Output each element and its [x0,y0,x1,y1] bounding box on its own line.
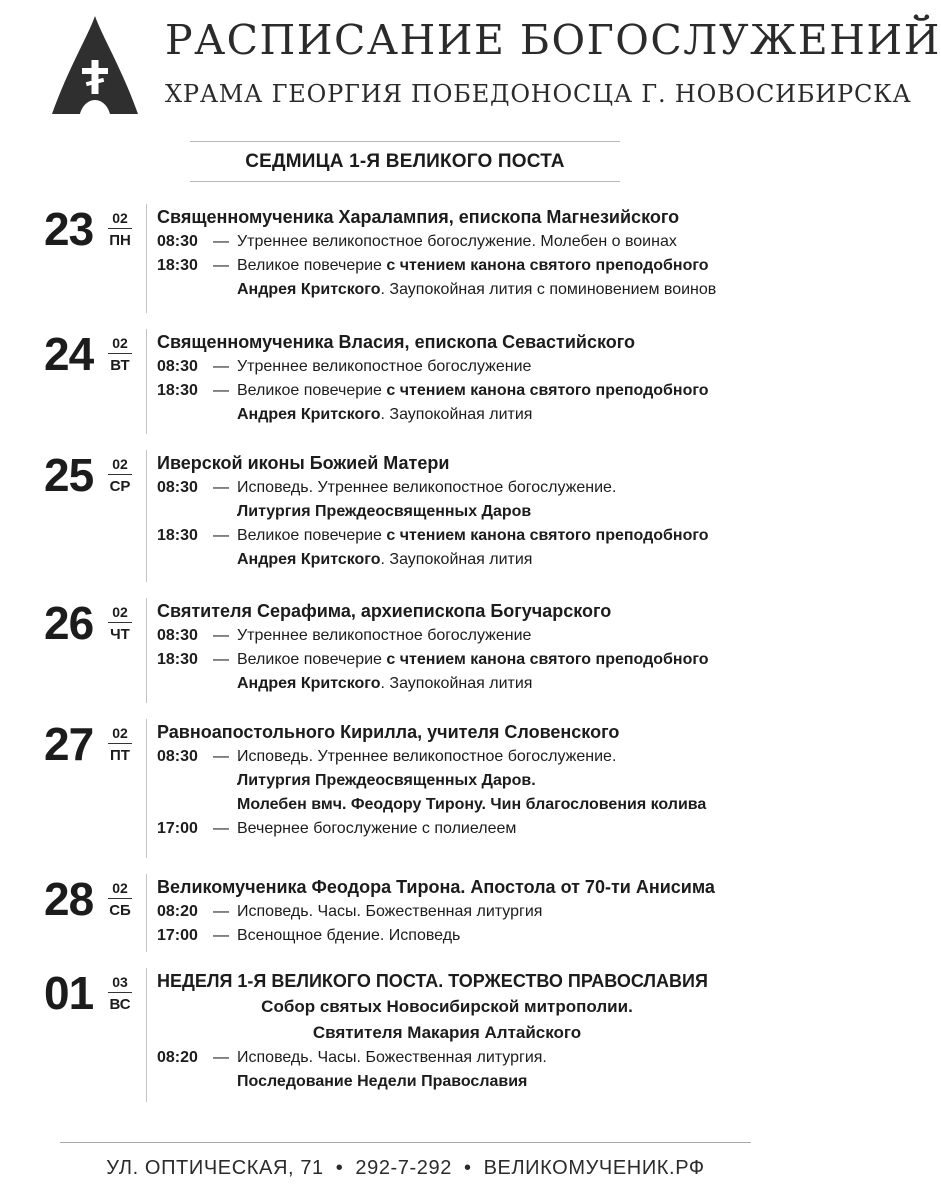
service-text: Всенощное бдение. Исповедь [237,927,461,944]
day-weekday: СБ [109,902,131,919]
service-continuation [157,548,777,572]
day-block [0,200,811,325]
day-content [157,598,777,696]
vertical-divider [146,719,147,858]
service-text: Исповедь. Часы. Божественная литургия [237,903,543,920]
service-line [157,1046,777,1070]
service-time: 08:30 [157,358,198,375]
footer-contacts [0,1150,811,1186]
dash: — [213,233,229,250]
day-content [157,719,777,841]
service-time: 08:30 [157,233,198,250]
day-content [157,204,777,302]
service-text: Исповедь. Часы. Божественная литургия. [237,1049,547,1066]
service-time: 18:30 [157,651,198,668]
website-link[interactable]: ВЕЛИКОМУЧЕНИК.РФ [483,1157,705,1179]
service-line [157,476,777,500]
separator: • [335,1157,344,1179]
separator: • [463,1157,472,1179]
day-number: 25 [44,449,94,501]
service-line [157,524,777,548]
day-weekday: ВТ [110,357,130,374]
service-text: . Заупокойная лития [380,675,533,692]
service-continuation [157,278,777,302]
date-divider [108,353,132,354]
service-text: Вечернее богослужение с полиелеем [237,820,517,837]
service-text-bold: Андрея Критского [237,406,381,423]
day-weekday: ЧТ [110,626,130,643]
service-text: . Заупокойная лития [380,406,533,423]
day-content [157,329,777,427]
day-weekday: СР [109,478,131,495]
service-line [157,924,777,948]
service-time: 18:30 [157,527,198,544]
service-text-bold: с чтением канона святого преподобного [386,257,709,274]
day-block [0,964,811,1114]
feast-title: Великомученика Феодора Тирона. Апостола от 70-ти Анисима [157,877,715,897]
dash: — [213,651,229,668]
feast-title: Равноапостольного Кирилла, учителя Словенского [157,722,620,742]
dash: — [213,358,229,375]
date-divider [108,992,132,993]
service-continuation [157,672,777,696]
service-text-bold: с чтением канона святого преподобного [386,527,709,544]
service-continuation [157,1070,777,1094]
header [0,0,941,135]
page-subtitle: ХРАМА ГЕОРГИЯ ПОБЕДОНОСЦА Г. НОВОСИБИРСКА [165,80,912,108]
service-line [157,624,777,648]
service-text-bold: Молебен вмч. Феодору Тирону. Чин благословения колива [237,796,707,813]
service-time: 08:20 [157,903,198,920]
service-time: 17:00 [157,820,198,837]
phone: 292-7-292 [355,1157,452,1179]
service-text: Великое повечерие [237,382,387,399]
date-divider [108,228,132,229]
day-month: 02 [112,335,128,351]
service-text: Утреннее великопостное богослужение [237,358,532,375]
day-number: 27 [44,718,94,770]
service-time: 08:30 [157,748,198,765]
service-text: . Заупокойная лития с поминовением воинов [380,281,717,298]
service-text: Исповедь. Утреннее великопостное богослужение. [237,479,617,496]
service-line [157,379,777,403]
dash: — [213,527,229,544]
date-divider [108,898,132,899]
date-divider [108,743,132,744]
service-text-bold: с чтением канона святого преподобного [386,382,709,399]
day-content [157,968,777,1094]
day-number: 24 [44,328,94,380]
service-text: Исповедь. Утреннее великопостное богослужение. [237,748,617,765]
day-number: 01 [44,967,94,1019]
service-line [157,900,777,924]
service-line [157,745,777,769]
day-weekday: ВС [109,996,131,1013]
feast-title: Святителя Серафима, архиепископа Богучарского [157,601,612,621]
dash: — [213,927,229,944]
day-block [0,594,811,715]
service-text-bold: Андрея Критского [237,281,381,298]
service-text: Великое повечерие [237,651,387,668]
service-continuation [157,769,777,793]
service-text-bold: Андрея Критского [237,551,381,568]
dash: — [213,748,229,765]
day-month: 02 [112,725,128,741]
service-text: . Заупокойная лития [380,551,533,568]
service-text-bold: Последование Недели Православия [237,1073,528,1090]
service-text: Великое повечерие [237,257,387,274]
dash: — [213,257,229,274]
service-text: Утреннее великопостное богослужение [237,627,532,644]
service-time: 18:30 [157,257,198,274]
day-number: 28 [44,873,94,925]
divider [60,1142,751,1143]
vertical-divider [146,450,147,582]
service-line [157,254,777,278]
feast-title: Священномученика Власия, епископа Севастийского [157,332,636,352]
service-time: 08:20 [157,1049,198,1066]
vertical-divider [146,329,147,434]
dash: — [213,627,229,644]
day-month: 02 [112,456,128,472]
date-divider [108,622,132,623]
divider [190,141,620,142]
feast-title: НЕДЕЛЯ 1-Я ВЕЛИКОГО ПОСТА. ТОРЖЕСТВО ПРАВОСЛАВИЯ [157,971,708,991]
schedule [0,200,811,1114]
service-line [157,817,777,841]
service-text-bold: с чтением канона святого преподобного [386,651,709,668]
day-weekday: ПН [109,232,131,249]
service-line [157,648,777,672]
service-text-bold: Андрея Критского [237,675,381,692]
day-weekday: ПТ [110,747,130,764]
dash: — [213,382,229,399]
service-text-bold: Литургия Преждеосвященных Даров [237,503,532,520]
service-line [157,355,777,379]
service-text-bold: Литургия Преждеосвященных Даров. [237,772,536,789]
day-month: 02 [112,210,128,226]
day-block [0,715,811,870]
week-title: СЕДМИЦА 1-Я ВЕЛИКОГО ПОСТА [245,151,565,172]
service-note: Собор святых Новосибирской митрополии. [261,997,633,1016]
vertical-divider [146,204,147,313]
service-text: Великое повечерие [237,527,387,544]
vertical-divider [146,874,147,952]
service-continuation [157,403,777,427]
dash: — [213,1049,229,1066]
day-content [157,874,777,948]
vertical-divider [146,968,147,1102]
day-month: 02 [112,604,128,620]
service-time: 08:30 [157,479,198,496]
day-block [0,870,811,964]
feast-title: Священномученика Харалампия, епископа Магнезийского [157,207,680,227]
church-cross-icon [50,14,140,118]
divider [190,181,620,182]
day-month: 02 [112,880,128,896]
dash: — [213,903,229,920]
date-divider [108,474,132,475]
day-block [0,325,811,446]
service-time: 18:30 [157,382,198,399]
address: УЛ. ОПТИЧЕСКАЯ, 71 [106,1157,324,1179]
service-line [157,230,777,254]
feast-title: Иверской иконы Божией Матери [157,453,450,473]
service-time: 08:30 [157,627,198,644]
dash: — [213,479,229,496]
service-text: Утреннее великопостное богослужение. Молебен о воинах [237,233,677,250]
service-note: Святителя Макария Алтайского [312,1023,582,1042]
dash: — [213,820,229,837]
service-time: 17:00 [157,927,198,944]
day-content [157,450,777,572]
day-block [0,446,811,594]
day-month: 03 [112,974,128,990]
page-title: РАСПИСАНИЕ БОГОСЛУЖЕНИЙ [165,16,941,64]
day-number: 23 [44,203,94,255]
service-continuation [157,793,777,817]
vertical-divider [146,598,147,703]
service-continuation [157,500,777,524]
day-number: 26 [44,597,94,649]
